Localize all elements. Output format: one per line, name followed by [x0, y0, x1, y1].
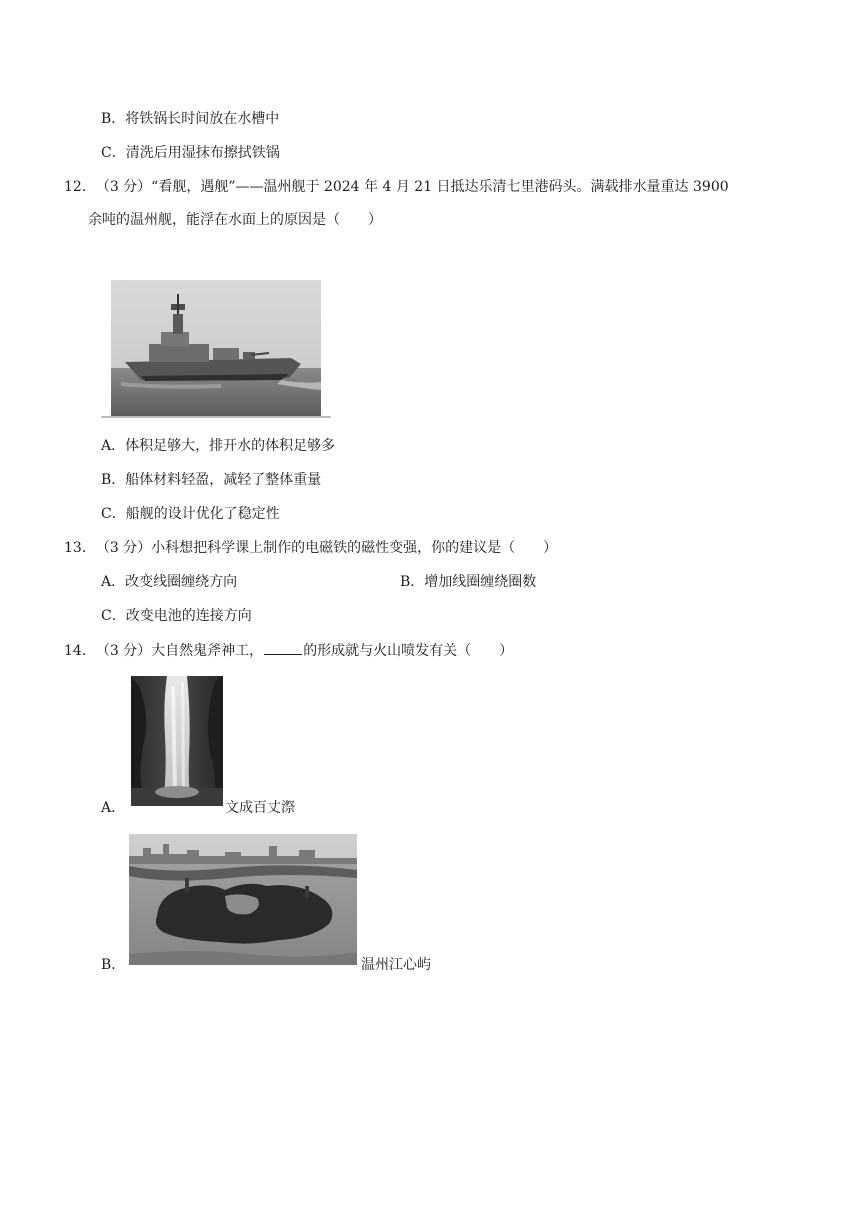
option-letter: A． — [101, 574, 126, 590]
option-letter: A． — [101, 800, 126, 816]
q11-option-c — [101, 143, 280, 163]
q13-option-b — [400, 572, 536, 592]
option-letter: B． — [101, 472, 126, 488]
option-text: 船舰的设计优化了稳定性 — [125, 506, 280, 522]
option-text: 增加线圈缠绕圈数 — [424, 574, 537, 590]
q14-option-b-caption: 温州江心屿 — [361, 957, 431, 973]
q14-option-a-caption: 文成百丈漈 — [225, 800, 295, 816]
question-number: 13． — [64, 540, 96, 556]
q13-option-c — [101, 606, 252, 626]
q14-option-a-letter — [101, 798, 125, 818]
option-letter: B． — [101, 957, 126, 973]
answer-blank — [264, 640, 302, 655]
question-text-before: （3 分）大自然鬼斧神工， — [95, 643, 264, 659]
warship-photo — [101, 280, 331, 418]
option-text: 体积足够大，排开水的体积足够多 — [125, 438, 336, 454]
island-photo — [129, 834, 357, 965]
option-letter: C． — [101, 608, 126, 624]
q14-stem — [64, 640, 513, 661]
q12-option-c — [101, 504, 280, 524]
option-letter: B． — [400, 574, 425, 590]
q12-stem-line1 — [64, 177, 729, 197]
q12-stem-line2 — [88, 210, 382, 230]
option-text: 改变电池的连接方向 — [125, 608, 252, 624]
option-letter: A． — [101, 438, 126, 454]
option-letter: C． — [101, 145, 126, 161]
question-number: 14． — [64, 643, 96, 659]
q14-option-b-letter — [101, 955, 125, 975]
option-text: 将铁锅长时间放在水槽中 — [125, 111, 280, 127]
question-text: （3 分）“看舰，遇舰”——温州舰于 2024 年 4 月 21 日抵达乐清七里港码头。满载排水量重达 3900 — [95, 179, 729, 195]
q13-stem — [64, 538, 557, 558]
option-text: 改变线圈缠绕方向 — [125, 574, 238, 590]
q12-option-a — [101, 436, 335, 456]
q11-option-b — [101, 109, 279, 129]
q13-option-a — [101, 572, 237, 592]
question-text: 余吨的温州舰，能浮在水面上的原因是（ ） — [88, 212, 382, 228]
option-text: 船体材料轻盈，减轻了整体重量 — [125, 472, 322, 488]
question-number: 12． — [64, 179, 96, 195]
option-letter: C． — [101, 506, 126, 522]
option-text: 清洗后用湿抹布擦拭铁锅 — [125, 145, 280, 161]
q12-option-b — [101, 470, 321, 490]
waterfall-photo — [131, 676, 223, 806]
question-text: （3 分）小科想把科学课上制作的电磁铁的磁性变强，你的建议是（ ） — [95, 540, 558, 556]
option-letter: B． — [101, 111, 126, 127]
question-text-after: 的形成就与火山喷发有关（ ） — [303, 643, 514, 659]
